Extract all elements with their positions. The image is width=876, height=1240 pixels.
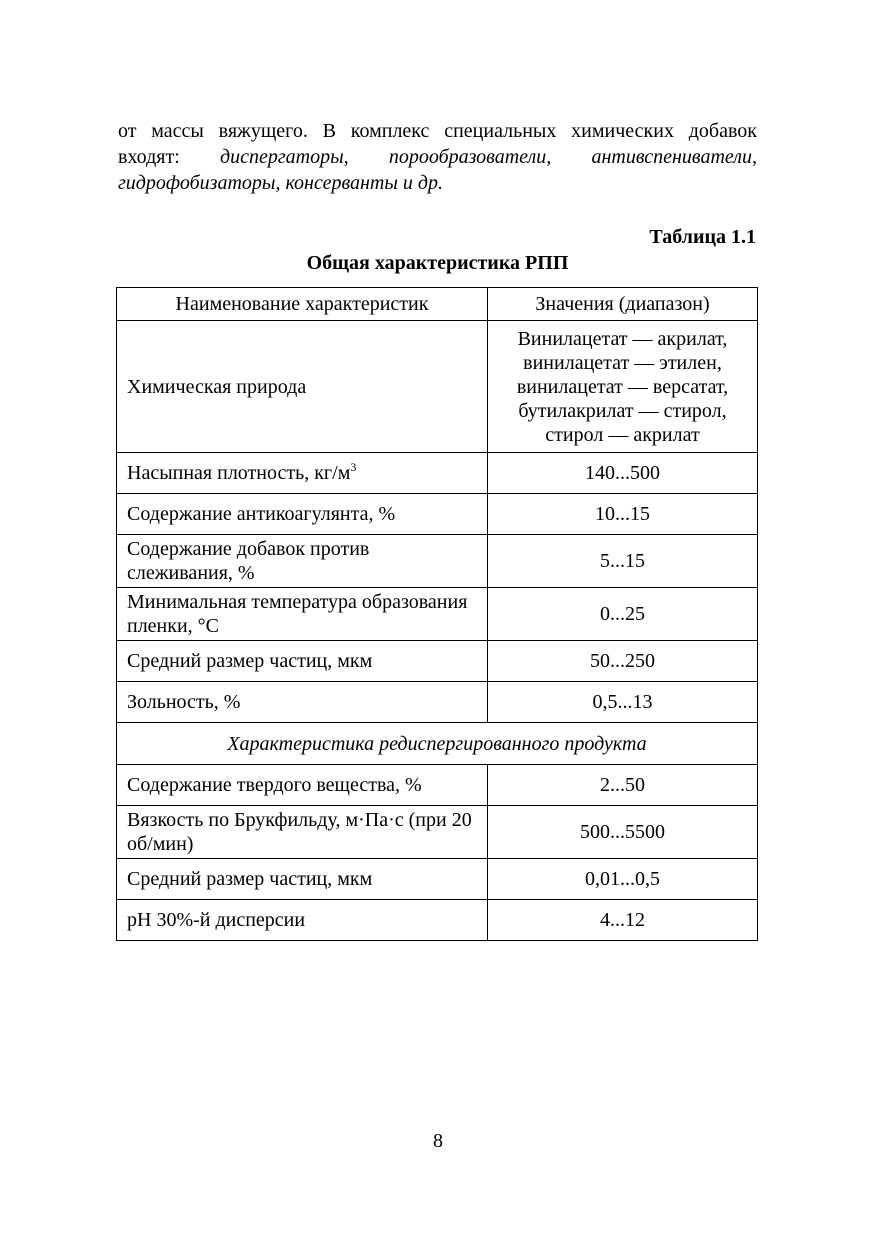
paragraph-line-1: от массы вяжущего. В комплекс специальных химических добавок bbox=[118, 120, 757, 142]
row-value bbox=[488, 321, 758, 453]
row-name: Средний размер частиц, мкм bbox=[117, 641, 488, 682]
value-line: винилацетат — этилен, bbox=[523, 351, 722, 374]
paragraph-line-2-italic: диспергаторы, порообразователи, антивспениватели, bbox=[219, 146, 758, 168]
table-row bbox=[117, 682, 758, 723]
value-line: стирол — акрилат bbox=[545, 423, 700, 446]
row-value: 10...15 bbox=[488, 494, 758, 535]
table-row bbox=[117, 859, 758, 900]
paragraph-line-3-italic: гидрофобизаторы, консерванты и др. bbox=[118, 172, 444, 194]
row-value: 5...15 bbox=[488, 535, 758, 588]
table-row bbox=[117, 535, 758, 588]
row-value: 2...50 bbox=[488, 765, 758, 806]
table-title: Общая характеристика РПП bbox=[306, 252, 569, 274]
value-line: винилацетат — версатат, bbox=[516, 375, 729, 398]
superscript: 3 bbox=[350, 460, 357, 474]
table-row bbox=[117, 765, 758, 806]
table-row bbox=[117, 900, 758, 941]
body-paragraph bbox=[118, 118, 757, 196]
table-row bbox=[117, 806, 758, 859]
table-row bbox=[117, 641, 758, 682]
row-value: 0,5...13 bbox=[488, 682, 758, 723]
row-value: 0,01...0,5 bbox=[488, 859, 758, 900]
row-name: Содержание добавок против слеживания, % bbox=[117, 535, 488, 588]
page-number: 8 bbox=[433, 1130, 443, 1152]
row-name: Содержание твердого вещества, % bbox=[117, 765, 488, 806]
table-row bbox=[117, 321, 758, 453]
characteristics-table bbox=[116, 287, 758, 941]
row-value: 140...500 bbox=[488, 453, 758, 494]
header-name: Наименование характеристик bbox=[117, 288, 488, 321]
table-label: Таблица 1.1 bbox=[649, 226, 756, 248]
section-title: Характеристика редиспергированного продукта bbox=[117, 723, 758, 765]
row-name: Минимальная температура образования пленки, °C bbox=[117, 588, 488, 641]
row-value: 500...5500 bbox=[488, 806, 758, 859]
paragraph-line-3 bbox=[118, 170, 757, 196]
row-value: 4...12 bbox=[488, 900, 758, 941]
row-name: Зольность, % bbox=[117, 682, 488, 723]
row-value: 0...25 bbox=[488, 588, 758, 641]
table-header-row bbox=[117, 288, 758, 321]
row-name-text: Насыпная плотность, кг/м bbox=[127, 462, 351, 484]
section-row bbox=[117, 723, 758, 765]
table-row bbox=[117, 588, 758, 641]
header-value: Значения (диапазон) bbox=[488, 288, 758, 321]
value-line: бутилакрилат — стирол, bbox=[518, 399, 727, 422]
paragraph-line-2 bbox=[118, 144, 757, 170]
table-row bbox=[117, 494, 758, 535]
row-value: 50...250 bbox=[488, 641, 758, 682]
row-name bbox=[117, 453, 488, 494]
table-row bbox=[117, 453, 758, 494]
paragraph-line-2-prefix: входят: bbox=[118, 146, 220, 168]
row-name: Средний размер частиц, мкм bbox=[117, 859, 488, 900]
row-name: Содержание антикоагулянта, % bbox=[117, 494, 488, 535]
value-line: Винилацетат — акрилат, bbox=[517, 327, 728, 350]
row-name: pH 30%-й дисперсии bbox=[117, 900, 488, 941]
row-name: Химическая природа bbox=[117, 321, 488, 453]
row-name: Вязкость по Брукфильду, м·Па·с (при 20 об/мин) bbox=[117, 806, 488, 859]
